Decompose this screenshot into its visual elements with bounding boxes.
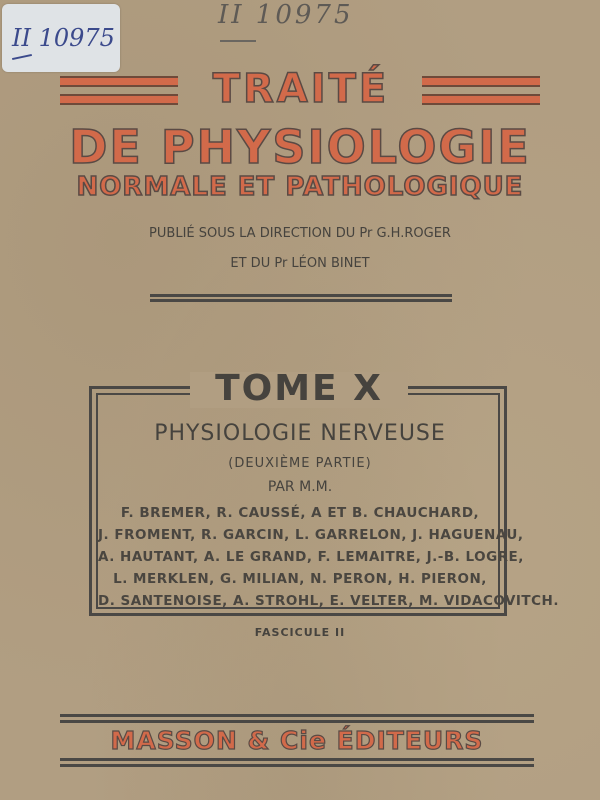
title-line-1: TRAITÉ [212,66,390,112]
volume-subject: PHYSIOLOGIE NERVEUSE [154,421,446,446]
authors-line: F. BREMER, R. CAUSSÉ, A ET B. CHAUCHARD, [120,505,480,521]
decorative-bars-left [60,76,178,114]
authors-line: L. MERKLEN, G. MILIAN, N. PERON, H. PIERON, [113,571,487,587]
title-line-3: NORMALE ET PATHOLOGIQUE [76,172,524,202]
authors-intro: PAR M.M. [267,479,333,495]
authors-line: D. SANTENOISE, A. STROHL, E. VELTER, M. VIDACOVITCH. [98,593,559,609]
decorative-bars-right [422,76,540,114]
published-by-line-2: ET DU Pr LÉON BINET [230,256,370,271]
publisher-rule-bottom [60,758,534,767]
authors-list [98,502,559,612]
volume-part: (DEUXIÈME PARTIE) [228,456,372,471]
published-by-line-1: PUBLIÉ SOUS LA DIRECTION DU Pr G.H.ROGER [149,226,451,241]
fascicle-label: FASCICULE II [254,626,346,639]
library-label-text: II 10975 [12,24,115,52]
handwritten-underline [220,40,256,42]
authors-line: J. FROMENT, R. GARCIN, L. GARRELON, J. HAGUENAU, [98,527,524,543]
header-divider [150,294,452,302]
publisher-rule-top [60,714,534,723]
publisher-name: MASSON & Cie ÉDITEURS [110,726,484,755]
label-underline [12,54,32,60]
authors-line: A. HAUTANT, A. LE GRAND, F. LEMAITRE, J.-B. LOGRE, [98,549,524,565]
title-line-2: DE PHYSIOLOGIE [69,120,531,174]
library-label-sticker [2,4,120,72]
handwritten-mark: II 10975 [218,0,354,30]
tome-number: TOME X [215,368,383,409]
